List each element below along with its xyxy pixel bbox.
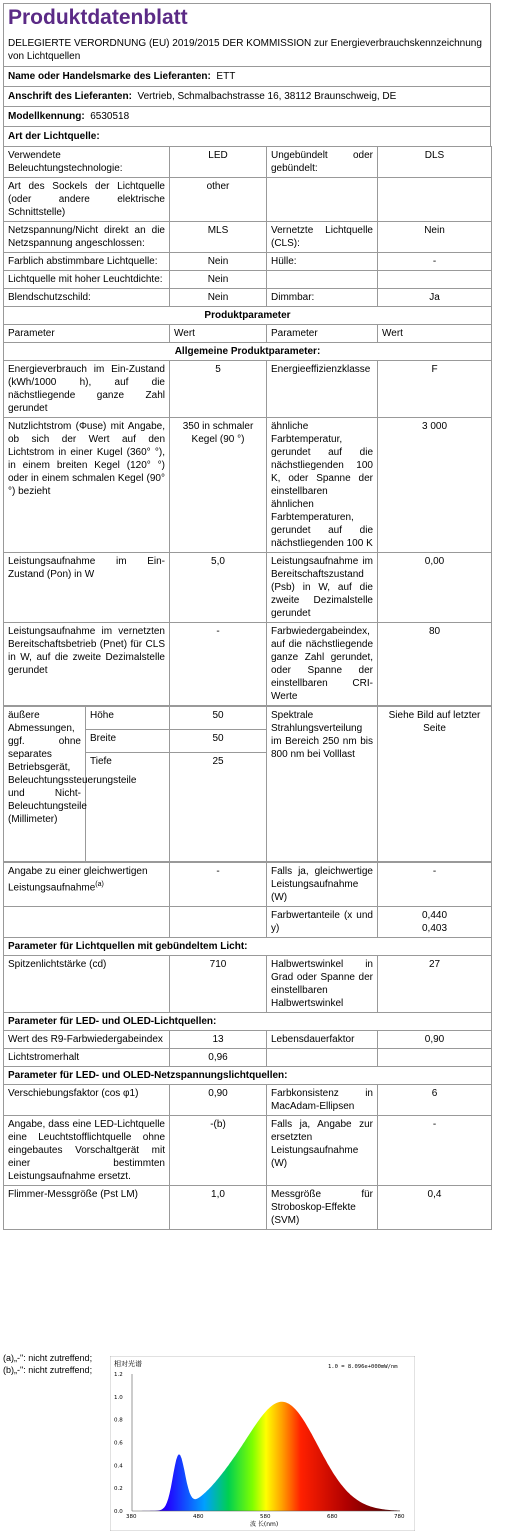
y-tick-label: 1.2 bbox=[114, 1372, 123, 1378]
empty-cell bbox=[4, 907, 170, 938]
type-param-1: Farblich abstimmbare Lichtquelle: bbox=[4, 253, 170, 271]
general-param-2: Energieeffizienzklasse bbox=[267, 361, 378, 418]
y-tick-label: 0.6 bbox=[114, 1440, 123, 1447]
light-source-type-heading: Art der Lichtquelle: bbox=[3, 126, 491, 146]
general-param-2: Leistungsaufnahme im Bereitschaftszustand (Psb) in W, auf die zweite Dezimalstelle gerundet bbox=[267, 553, 378, 623]
equiv-power-label: Falls ja, gleichwertige Leistungsaufnahme (W) bbox=[267, 863, 378, 907]
type-value-1: Nein bbox=[170, 289, 267, 307]
general-value-1: 5 bbox=[170, 361, 267, 418]
supplier-label: Name oder Handelsmarke des Lieferanten: bbox=[8, 71, 211, 82]
type-table bbox=[3, 146, 492, 706]
mains-value-2: 6 bbox=[378, 1085, 492, 1116]
led-heading: Parameter für LED- und OLED-Lichtquellen: bbox=[4, 1013, 492, 1031]
type-value-2: Nein bbox=[378, 222, 492, 253]
equiv-footnote-mark: (a) bbox=[95, 881, 104, 888]
led-row bbox=[4, 1049, 492, 1067]
dims-label: äußere Abmessungen, ggf. ohne separates Betriebsgerät, Beleuchtungssteuerungsteile und Nicht-Beleuchtungsteile (Millimeter) bbox=[4, 707, 86, 862]
type-value-1: Nein bbox=[170, 271, 267, 289]
led-row bbox=[4, 1031, 492, 1049]
general-value-2: 3 000 bbox=[378, 418, 492, 553]
led-param-1: Lichtstromerhalt bbox=[4, 1049, 170, 1067]
type-param-2: Ungebündelt oder gebündelt: bbox=[267, 147, 378, 178]
bundled-heading: Parameter für Lichtquellen mit gebündeltem Licht: bbox=[4, 938, 492, 956]
footnote-b: (b)„-": nicht zutreffend; bbox=[3, 1365, 93, 1375]
general-value-1: 350 in schmaler Kegel (90 °) bbox=[170, 418, 267, 553]
mains-param-2: Messgröße für Stroboskop-Effekte (SVM) bbox=[267, 1186, 378, 1230]
chroma-y: 0,403 bbox=[421, 923, 448, 934]
equiv-label bbox=[4, 863, 170, 907]
col-head-value-2: Wert bbox=[378, 325, 492, 343]
general-params-heading: Allgemeine Produktparameter: bbox=[4, 343, 492, 361]
spectrum-svg bbox=[110, 1356, 415, 1531]
chroma-value bbox=[378, 907, 492, 938]
type-row bbox=[4, 222, 492, 253]
mains-row bbox=[4, 1116, 492, 1186]
led-value-1: 0,96 bbox=[170, 1049, 267, 1067]
led-value-2 bbox=[378, 1049, 492, 1067]
empty-cell bbox=[170, 907, 267, 938]
chroma-label: Farbwertanteile (x und y) bbox=[267, 907, 378, 938]
model-row bbox=[3, 106, 491, 126]
general-param-2: Farbwiedergabeindex, auf die nächstliegende ganze Zahl gerundet, oder Spanne der einstellbaren CRI-Werte bbox=[267, 623, 378, 706]
type-param-2 bbox=[267, 178, 378, 222]
x-tick-label: 380 bbox=[126, 1514, 137, 1520]
model-label: Modellkennung: bbox=[8, 111, 85, 122]
general-value-2: 0,00 bbox=[378, 553, 492, 623]
mains-param-2: Falls ja, Angabe zur ersetzten Leistungsaufnahme (W) bbox=[267, 1116, 378, 1186]
type-param-1: Lichtquelle mit hoher Leuchtdichte: bbox=[4, 271, 170, 289]
type-param-2: Dimmbar: bbox=[267, 289, 378, 307]
type-value-2: DLS bbox=[378, 147, 492, 178]
spectrum-xlabel: 波 长(nm) bbox=[250, 1521, 279, 1528]
general-param-1: Leistungsaufnahme im Ein-Zustand (Pon) in W bbox=[4, 553, 170, 623]
bundled-label: Spitzenlichtstärke (cd) bbox=[4, 956, 170, 1013]
type-param-1: Verwendete Beleuchtungstechnologie: bbox=[4, 147, 170, 178]
led-param-2: Lebensdauerfaktor bbox=[267, 1031, 378, 1049]
regulation-text: DELEGIERTE VERORDNUNG (EU) 2019/2015 DER KOMMISSION zur Energieverbrauchskennzeichnung von Lichtquellen bbox=[3, 34, 491, 66]
col-head-param-1: Parameter bbox=[4, 325, 170, 343]
mains-value-1: -(b) bbox=[170, 1116, 267, 1186]
type-param-2: Vernetzte Lichtquelle (CLS): bbox=[267, 222, 378, 253]
height-value: 50 bbox=[170, 707, 267, 730]
type-value-2 bbox=[378, 178, 492, 222]
led-param-1: Wert des R9-Farbwiedergabeindex bbox=[4, 1031, 170, 1049]
product-params-heading: Produktparameter bbox=[4, 307, 492, 325]
bundled-value: 710 bbox=[170, 956, 267, 1013]
type-value-1: Nein bbox=[170, 253, 267, 271]
depth-label: Tiefe bbox=[86, 753, 170, 862]
mains-value-1: 1,0 bbox=[170, 1186, 267, 1230]
params-table-2 bbox=[3, 862, 492, 1230]
y-tick-label: 1.0 bbox=[114, 1394, 123, 1401]
chroma-x: 0,440 bbox=[421, 910, 448, 921]
mains-row bbox=[4, 1085, 492, 1116]
x-tick-label: 780 bbox=[394, 1514, 405, 1520]
spectral-value: Siehe Bild auf letzter Seite bbox=[378, 707, 492, 862]
general-row bbox=[4, 623, 492, 706]
model-value: 6530518 bbox=[90, 111, 130, 122]
mains-value-1: 0,90 bbox=[170, 1085, 267, 1116]
type-row bbox=[4, 253, 492, 271]
type-row bbox=[4, 178, 492, 222]
x-tick-label: 580 bbox=[260, 1514, 271, 1520]
mains-row bbox=[4, 1186, 492, 1230]
width-value: 50 bbox=[170, 730, 267, 753]
y-tick-label: 0.4 bbox=[114, 1463, 123, 1470]
type-value-1: other bbox=[170, 178, 267, 222]
equiv-power-value: - bbox=[378, 863, 492, 907]
equiv-value: - bbox=[170, 863, 267, 907]
col-head-param-2: Parameter bbox=[267, 325, 378, 343]
type-value-1: LED bbox=[170, 147, 267, 178]
general-row bbox=[4, 553, 492, 623]
type-value-2 bbox=[378, 271, 492, 289]
mains-heading: Parameter für LED- und OLED-Netzspannungslichtquellen: bbox=[4, 1067, 492, 1085]
type-param-2: Hülle: bbox=[267, 253, 378, 271]
type-value-1: MLS bbox=[170, 222, 267, 253]
type-value-2: - bbox=[378, 253, 492, 271]
half-angle-value: 27 bbox=[378, 956, 492, 1013]
datasheet bbox=[3, 3, 491, 1230]
y-tick-label: 0.8 bbox=[114, 1417, 123, 1424]
supplier-value: ETT bbox=[216, 71, 236, 82]
equiv-label-text: Angabe zu einer gleichwertigen Leistungsaufnahme bbox=[8, 866, 148, 894]
led-value-2: 0,90 bbox=[378, 1031, 492, 1049]
page-title: Produktdatenblatt bbox=[3, 3, 491, 34]
type-value-2: Ja bbox=[378, 289, 492, 307]
supplier-row bbox=[3, 66, 491, 86]
address-value: Vertrieb, Schmalbachstrasse 16, 38112 Braunschweig, DE bbox=[137, 91, 397, 102]
footnote-a: (a)„-": nicht zutreffend; bbox=[3, 1353, 93, 1363]
dims-table bbox=[3, 706, 492, 862]
x-tick-label: 680 bbox=[327, 1514, 338, 1520]
type-row bbox=[4, 289, 492, 307]
spectrum-title: 相对光谱 bbox=[114, 1360, 142, 1368]
general-param-1: Energieverbrauch im Ein-Zustand (kWh/1000 h), auf die nächstliegende ganze Zahl gerundet bbox=[4, 361, 170, 418]
general-row bbox=[4, 361, 492, 418]
general-value-1: 5,0 bbox=[170, 553, 267, 623]
mains-param-2: Farbkonsistenz in MacAdam-Ellipsen bbox=[267, 1085, 378, 1116]
type-param-2 bbox=[267, 271, 378, 289]
general-value-2: 80 bbox=[378, 623, 492, 706]
height-label: Höhe bbox=[86, 707, 170, 730]
type-param-1: Netzspannung/Nicht direkt an die Netzspannung angeschlossen: bbox=[4, 222, 170, 253]
general-value-1: - bbox=[170, 623, 267, 706]
mains-param-1: Flimmer-Messgröße (Pst LM) bbox=[4, 1186, 170, 1230]
half-angle-label: Halbwertswinkel in Grad oder Spanne der einstellbaren Halbwertswinkel bbox=[267, 956, 378, 1013]
type-param-1: Blendschutzschild: bbox=[4, 289, 170, 307]
mains-value-2: 0,4 bbox=[378, 1186, 492, 1230]
mains-param-1: Angabe, dass eine LED-Lichtquelle eine Leuchtstofflichtquelle ohne eingebautes Vorschaltgerät mit einer bestimmten Leistungsaufnahme ersetzt. bbox=[4, 1116, 170, 1186]
general-param-1: Nutzlichtstrom (Φuse) mit Angabe, ob sich der Wert auf den Lichtstrom in einer Kugel (360° °), in einem breiten Kegel (120° °) oder in einem schmalen Kegel (90° °) bezieht bbox=[4, 418, 170, 553]
y-tick-label: 0.0 bbox=[114, 1509, 123, 1515]
general-param-2: ähnliche Farbtemperatur, gerundet auf die nächstliegenden 100 K, oder Spanne der einstellbaren ähnlichen Farbtemperaturen, gerundet auf die nächstliegenden 100 K bbox=[267, 418, 378, 553]
width-label: Breite bbox=[86, 730, 170, 753]
x-tick-label: 480 bbox=[193, 1514, 204, 1520]
led-value-1: 13 bbox=[170, 1031, 267, 1049]
general-value-2: F bbox=[378, 361, 492, 418]
spectrum-readout: 1.0 = 8.096e+000mW/nm bbox=[328, 1364, 398, 1370]
address-row bbox=[3, 86, 491, 106]
spectral-label: Spektrale Strahlungsverteilung im Bereich 250 nm bis 800 nm bei Volllast bbox=[267, 707, 378, 862]
col-head-value-1: Wert bbox=[170, 325, 267, 343]
depth-value: 25 bbox=[170, 753, 267, 862]
type-row bbox=[4, 147, 492, 178]
general-param-1: Leistungsaufnahme im vernetzten Bereitschaftsbetrieb (Pnet) für CLS in W, auf die zweite Dezimalstelle gerundet bbox=[4, 623, 170, 706]
y-tick-label: 0.2 bbox=[114, 1486, 123, 1493]
led-param-2 bbox=[267, 1049, 378, 1067]
spectrum-chart bbox=[110, 1356, 415, 1531]
mains-param-1: Verschiebungsfaktor (cos φ1) bbox=[4, 1085, 170, 1116]
address-label: Anschrift des Lieferanten: bbox=[8, 91, 132, 102]
type-row bbox=[4, 271, 492, 289]
general-row bbox=[4, 418, 492, 553]
type-param-1: Art des Sockels der Lichtquelle (oder andere elektrische Schnittstelle) bbox=[4, 178, 170, 222]
mains-value-2: - bbox=[378, 1116, 492, 1186]
